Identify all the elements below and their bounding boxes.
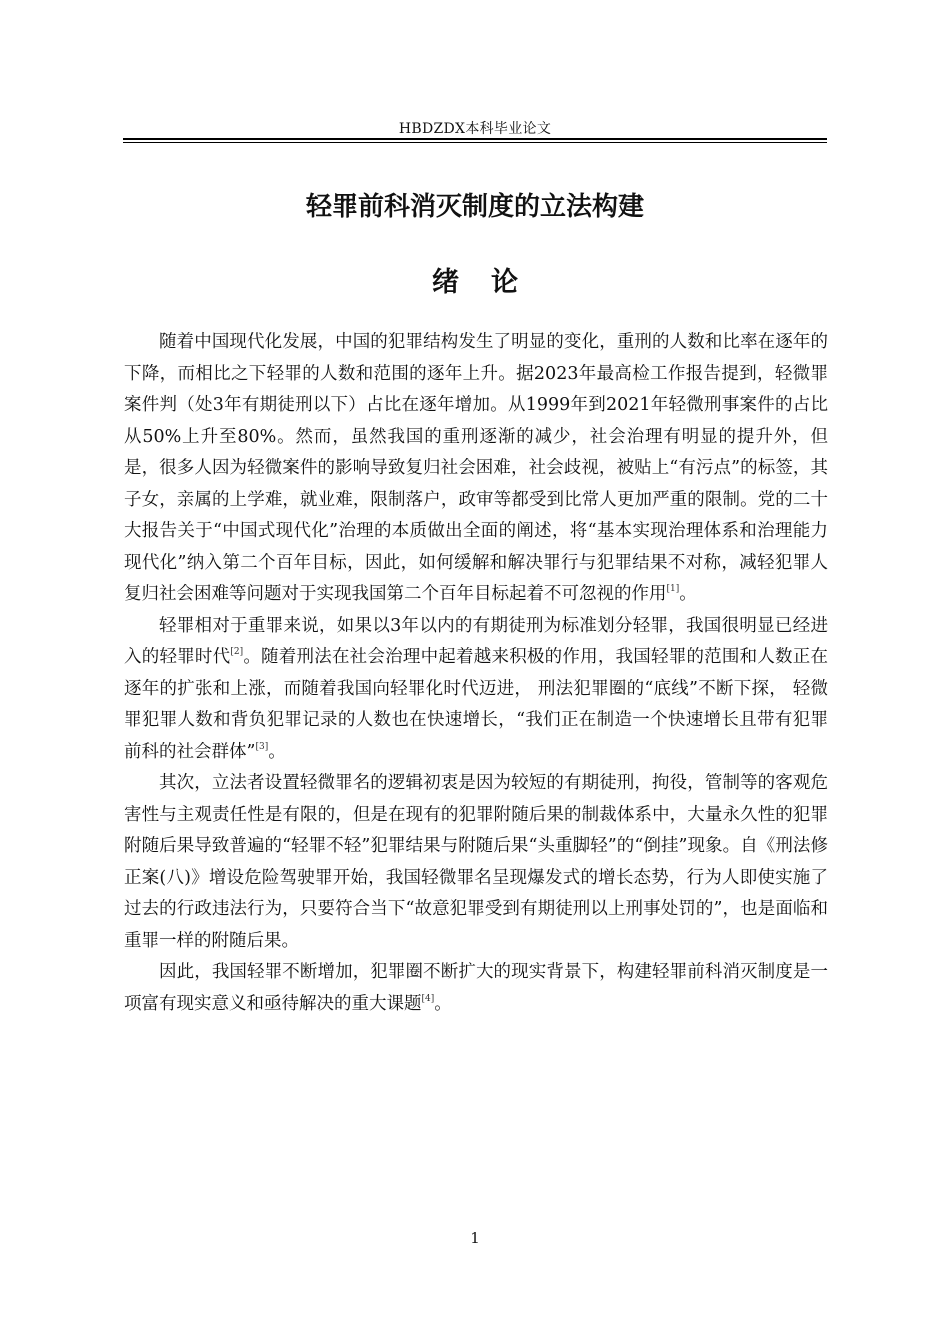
paragraph-text: 。 bbox=[679, 584, 697, 604]
citation-ref[interactable]: [1] bbox=[666, 584, 680, 594]
body-paragraph bbox=[124, 768, 828, 957]
section-title: 绪论 bbox=[432, 267, 550, 298]
citation-ref[interactable]: [3] bbox=[255, 741, 269, 752]
citation-ref[interactable]: [2] bbox=[230, 647, 244, 657]
document-title: 轻罪前科消灭制度的立法构建 bbox=[305, 192, 644, 222]
paragraph-text: 。 bbox=[268, 741, 286, 762]
body-paragraph bbox=[124, 957, 828, 1020]
citation-ref[interactable]: [4] bbox=[421, 993, 435, 1004]
paragraph-text: 。随着刑法在社会治理中起着越来积极的作用，我国轻罪的范围和人数正在逐年的扩张和上涨，而随着我国向轻罪化时代迈进， 刑法犯罪圈的“底线”不断下探， 轻微罪犯罪人数和背负犯罪记录的人数也在快速增长，“我们正在制造一个快速增长且带有犯罪前科的社会群体” bbox=[124, 647, 829, 762]
paragraph-text: 。 bbox=[434, 993, 452, 1014]
page-number: 1 bbox=[470, 1229, 480, 1247]
body-paragraph bbox=[124, 611, 828, 769]
paragraph-text: 其次，立法者设置轻微罪名的逻辑初衷是因为较短的有期徒刑，拘役，管制等的客观危害性与主观责任性是有限的，但是在现有的犯罪附随后果的制裁体系中，大量永久性的犯罪附随后果导致普遍的“轻罪不轻”犯罪结果与附随后果“头重脚轻”的“倒挂”现象。自《刑法修正案(八)》增设危险驾驶罪开始，我国轻微罪名呈现爆发式的增长态势，行为人即使实施了过去的行政违法行为，只要符合当下“故意犯罪受到有期徒刑以上刑事处罚的”，也是面临和重罪一样的附随后果。 bbox=[124, 773, 828, 951]
body-paragraph bbox=[124, 327, 828, 611]
running-header: HBDZDX本科毕业论文 bbox=[398, 121, 552, 137]
header-divider bbox=[123, 138, 827, 143]
paragraph-text: 随着中国现代化发展，中国的犯罪结构发生了明显的变化，重刑的人数和比率在逐年的下降，而相比之下轻罪的人数和范围的逐年上升。据2023年最高检工作报告提到，轻微罪案件判（处3年有期徒刑以下）占比在逐年增加。从1999年到2021年轻微刑事案件的占比从50%上升至80%。然而，虽然我国的重刑逐渐的减少，社会治理有明显的提升外，但是，很多人因为轻微案件的影响导致复归社会困难，社会歧视，被贴上“有污点”的标签，其子女，亲属的上学难，就业难，限制落户，政审等都受到比常人更加严重的限制。党的二十大报告关于“中国式现代化”治理的本质做出全面的阐述，将“基本实现治理体系和治理能力现代化”纳入第二个百年目标，因此，如何缓解和解决罪行与犯罪结果不对称，减轻犯罪人复归社会困难等问题对于实现我国第二个百年目标起着不可忽视的作用 bbox=[124, 332, 828, 604]
body-text bbox=[124, 327, 828, 1020]
paragraph-text: 因此，我国轻罪不断增加，犯罪圈不断扩大的现实背景下，构建轻罪前科消灭制度是一项富有现实意义和亟待解决的重大课题 bbox=[124, 962, 828, 1014]
paragraph-text: 轻罪相对于重罪来说，如果以3年以内的有期徒刑为标准划分轻罪，我国很明显已经进入的轻罪时代 bbox=[124, 615, 828, 667]
